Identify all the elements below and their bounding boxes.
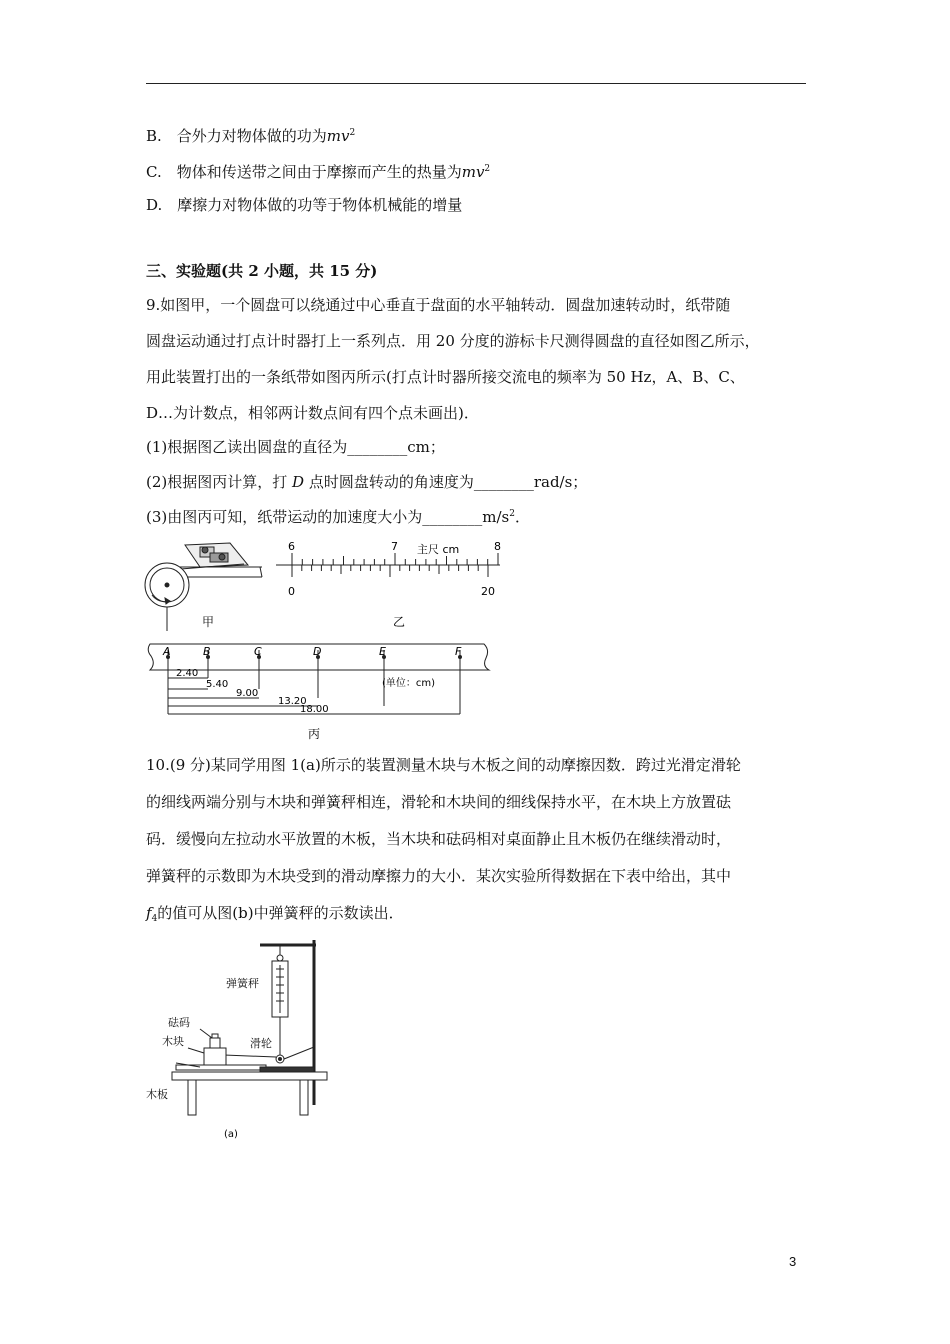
figure-a	[140, 935, 340, 1140]
main-label-8: 8	[494, 540, 501, 553]
q9-part-1: (1)根据图乙读出圆盘的直径为________cm；	[146, 438, 445, 456]
point-d: D	[313, 645, 322, 658]
distance-ad: 9.00	[236, 688, 259, 699]
q9-line-1: 9.如图甲，一个圆盘可以绕通过中心垂直于盘面的水平轴转动．圆盘加速转动时，纸带随	[146, 296, 731, 314]
label-weight: 砝码	[168, 1016, 190, 1029]
q10-line-3: 码．缓慢向左拉动水平放置的木板，当木块和砝码相对桌面静止且木板仍在继续滑动时，	[146, 830, 732, 848]
q9-line-4: D…为计数点，相邻两计数点间有四个点未画出)．	[146, 404, 479, 422]
header-rule	[146, 83, 806, 84]
section-title: 三、实验题(共 2 小题，共 15 分)	[146, 262, 378, 280]
fig-a-caption: (a)	[224, 1129, 238, 1140]
point-b: B	[203, 645, 211, 658]
q9-part-2: (2)根据图丙计算，打 D 点时圆盘转动的角速度为________rad/s；	[146, 473, 588, 491]
point-c: C	[254, 645, 262, 658]
main-label-7: 7	[391, 540, 398, 553]
fig-yi-caption: 乙	[393, 615, 406, 629]
q10-line-2: 的细线两端分别与木块和弹簧秤相连，滑轮和木块间的细线保持水平，在木块上方放置砝	[146, 793, 732, 811]
q10-line-1: 10.(9 分)某同学用图 1(a)所示的装置测量木块与木板之间的动摩擦因数．跨过光滑定滑轮	[146, 756, 741, 774]
figure-bing	[140, 636, 495, 746]
point-f: F	[455, 645, 462, 658]
q10-line-5: $f_4$的值可从图(b)中弹簧秤的示数读出．	[146, 904, 404, 924]
q10-line-4: 弹簧秤的示数即为木块受到的滑动摩擦力的大小．某次实验所得数据在下表中给出，其中	[146, 867, 732, 885]
distance-ab: 2.40	[176, 668, 199, 679]
label-pulley: 滑轮	[250, 1037, 272, 1050]
point-e: E	[379, 645, 386, 658]
label-block: 木块	[162, 1035, 184, 1048]
figure-jia	[140, 535, 265, 635]
q9-part-3: (3)由图丙可知，纸带运动的加速度大小为$\_\_\_\_\_\_\_\_m/s^2$．	[146, 508, 530, 526]
main-label-6: 6	[288, 540, 295, 553]
q9-line-3: 用此装置打出的一条纸带如图丙所示(打点计时器所接交流电的频率为 50 Hz，A、B、C、	[146, 368, 745, 386]
label-spring-scale: 弹簧秤	[226, 977, 259, 990]
fig-jia-caption: 甲	[202, 615, 215, 629]
option-b: B. 合外力对物体做的功为$mv^2$	[146, 127, 356, 145]
point-a: A	[163, 645, 171, 658]
distance-af: 18.00	[300, 704, 329, 715]
option-c: C. 物体和传送带之间由于摩擦而产生的热量为$mv^2$	[146, 163, 491, 181]
distance-ac: 5.40	[206, 679, 229, 690]
fig-bing-caption: 丙	[308, 727, 321, 741]
q9-line-2: 圆盘运动通过打点计时器打上一系列点．用 20 分度的游标卡尺测得圆盘的直径如图乙所示，	[146, 332, 760, 350]
distance-ae: 13.20	[278, 696, 307, 707]
option-d: D. 摩擦力对物体做的功等于物体机械能的增量	[146, 196, 463, 214]
page-number: 3	[789, 1254, 797, 1269]
tape-unit-note: (单位：cm)	[382, 678, 436, 689]
figure-yi	[270, 535, 510, 630]
vernier-label-0: 0	[288, 585, 295, 598]
vernier-label-20: 20	[481, 585, 495, 598]
main-scale-unit: 主尺 cm	[417, 543, 460, 556]
label-board: 木板	[146, 1088, 168, 1101]
